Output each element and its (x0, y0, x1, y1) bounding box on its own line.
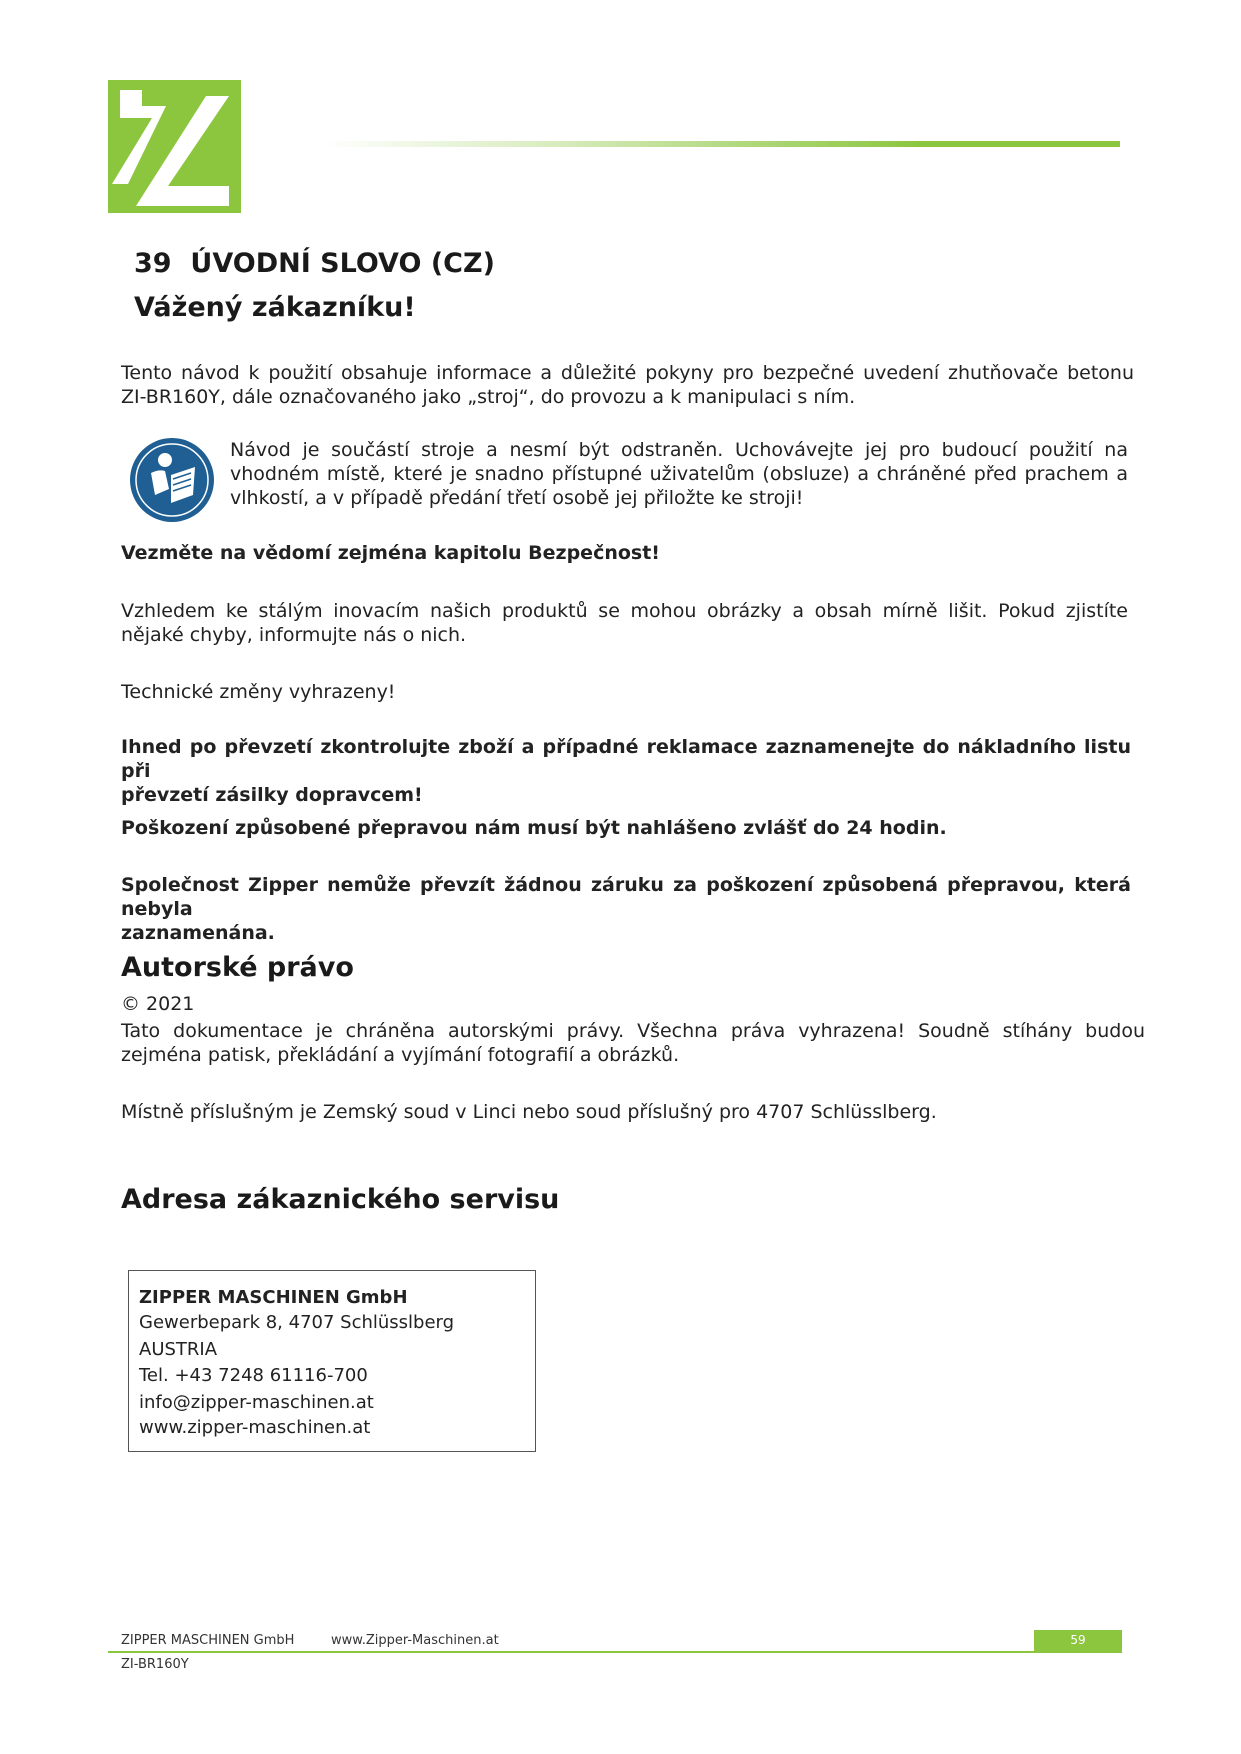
copyright-line: Tato dokumentace je chráněna autorskými právy. Všechna práva vyhrazena! Soudně stíhány budou (121, 1020, 1145, 1042)
innovation-paragraph (121, 599, 1128, 647)
manual-line: vhodném místě, které je snadno přístupné uživatelům (obsluze) a chráněné před prachem a (230, 463, 1128, 485)
header-divider (320, 141, 1120, 147)
footer-website[interactable]: www.Zipper-Maschinen.at (331, 1633, 499, 1648)
copyright-year: © 2021 (121, 993, 195, 1015)
warranty-notice (121, 873, 1131, 945)
warranty-line: zaznamenána. (121, 922, 275, 944)
innovation-line: nějaké chyby, informujte nás o nich. (121, 624, 467, 646)
footer-company: ZIPPER MASCHINEN GmbH (121, 1633, 295, 1648)
manual-line: vlhkostí, a v případě předání třetí osobě jej přiložte ke stroji! (230, 487, 804, 509)
check-line: Ihned po převzetí zkontrolujte zboží a případné reklamace zaznamenejte do nákladního listu při (121, 736, 1131, 782)
address-street: Gewerbepark 8, 4707 Schlüsslberg (139, 1312, 455, 1333)
address-country: AUSTRIA (139, 1339, 218, 1360)
damage-report: Poškození způsobené přepravou nám musí být nahlášeno zvlášť do 24 hodin. (121, 817, 947, 839)
copyright-line: zejména patisk, překládání a vyjímání fotografií a obrázků. (121, 1044, 680, 1066)
service-heading: Adresa zákaznického servisu (121, 1184, 560, 1215)
section-title: ÚVODNÍ SLOVO (CZ) (190, 248, 495, 279)
copyright-paragraph (121, 1019, 1145, 1067)
address-phone: Tel. +43 7248 61116-700 (139, 1365, 368, 1386)
check-notice (121, 735, 1131, 807)
read-manual-icon (129, 437, 215, 523)
address-box (128, 1270, 536, 1452)
page-number: 59 (1034, 1630, 1122, 1651)
section-number: 39 (134, 248, 172, 279)
address-company: ZIPPER MASCHINEN GmbH (139, 1287, 408, 1308)
intro-line: Tento návod k použití obsahuje informace a důležité pokyny pro bezpečné uvedení zhutňovače betonu (121, 362, 1134, 384)
zipper-logo (108, 80, 241, 213)
footer-model: ZI-BR160Y (121, 1657, 189, 1672)
intro-paragraph (121, 361, 1134, 409)
footer-divider (108, 1651, 1122, 1653)
check-line: převzetí zásilky dopravcem! (121, 784, 423, 806)
greeting: Vážený zákazníku! (134, 292, 416, 323)
safety-note: Vezměte na vědomí zejména kapitolu Bezpečnost! (121, 542, 660, 564)
address-web[interactable]: www.zipper-maschinen.at (139, 1417, 371, 1438)
manual-notice (230, 438, 1128, 510)
jurisdiction: Místně příslušným je Zemský soud v Linci nebo soud příslušný pro 4707 Schlüsslberg. (121, 1101, 937, 1123)
innovation-line: Vzhledem ke stálým inovacím našich produktů se mohou obrázky a obsah mírně lišit. Pokud zjistíte (121, 600, 1128, 622)
address-email[interactable]: info@zipper-maschinen.at (139, 1392, 374, 1413)
tech-changes: Technické změny vyhrazeny! (121, 681, 396, 703)
warranty-line: Společnost Zipper nemůže převzít žádnou záruku za poškození způsobená přepravou, která nebyla (121, 874, 1131, 920)
page-title (134, 248, 495, 279)
manual-line: Návod je součástí stroje a nesmí být odstraněn. Uchovávejte jej pro budoucí použití na (230, 439, 1128, 461)
intro-line: ZI-BR160Y, dále označovaného jako „stroj“, do provozu a k manipulaci s ním. (121, 386, 856, 408)
copyright-heading: Autorské právo (121, 952, 354, 983)
